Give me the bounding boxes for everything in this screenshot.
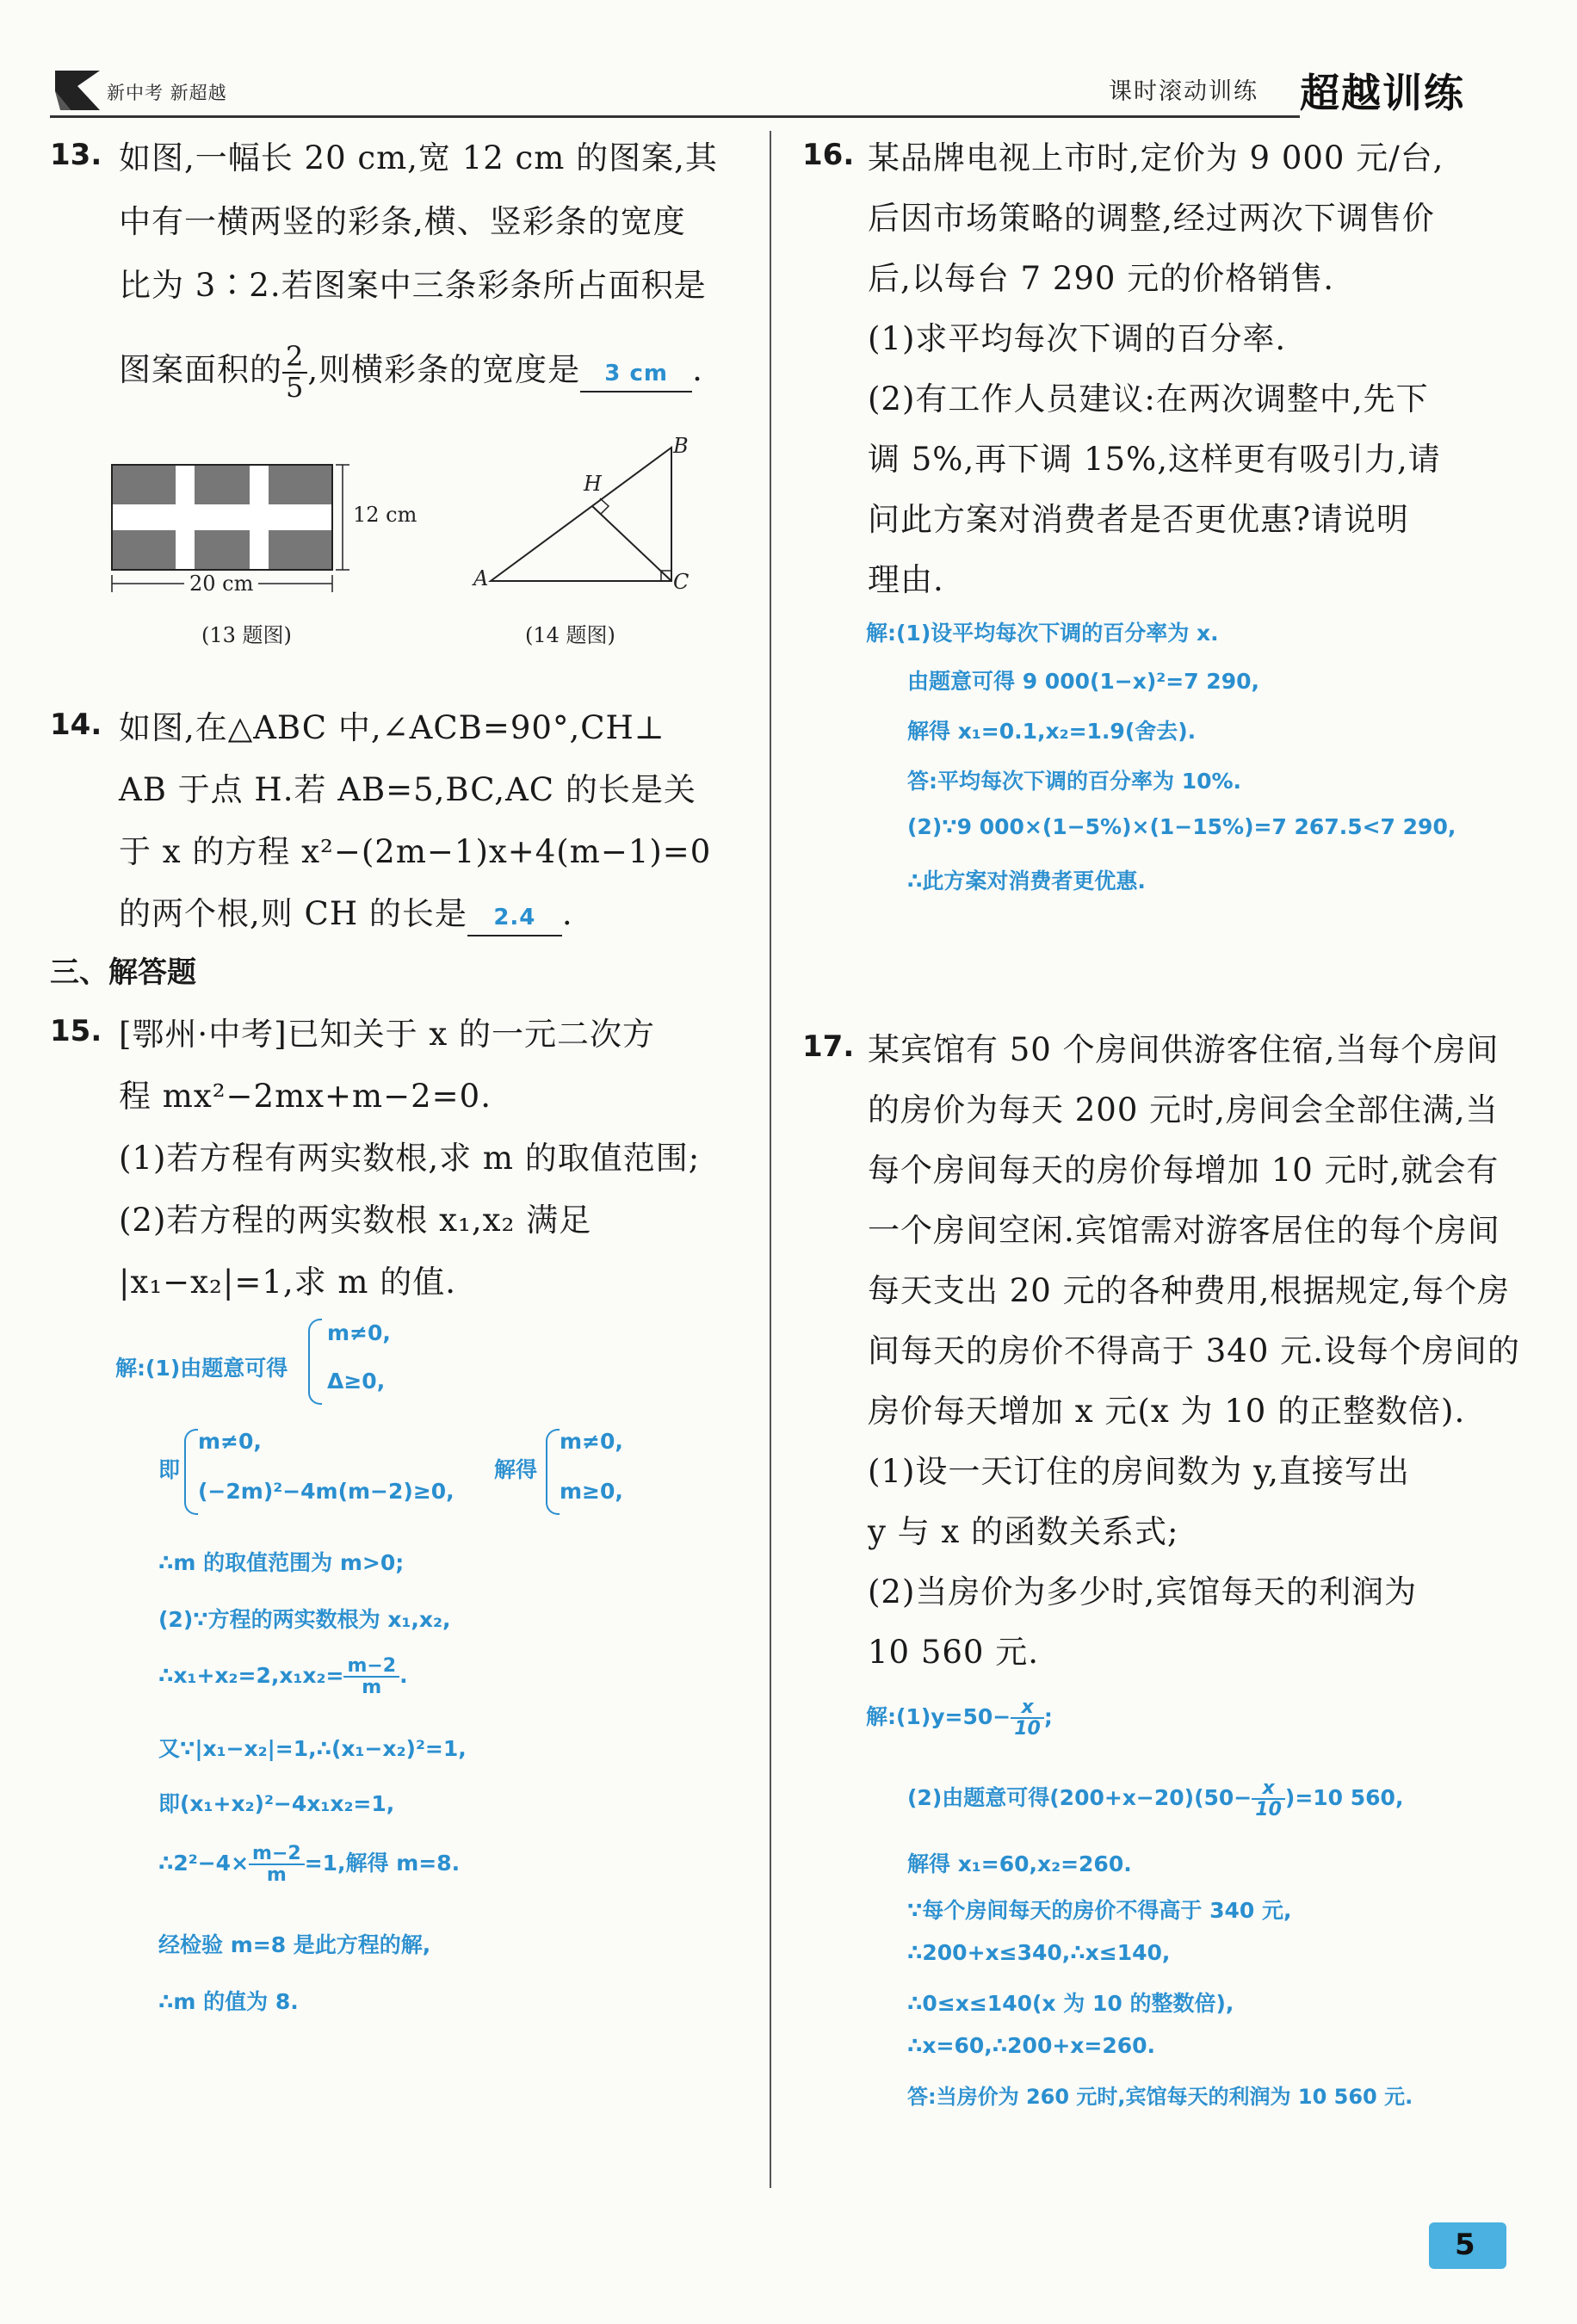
q15-number: 15. bbox=[50, 1014, 102, 1048]
q14-line2: AB 于点 H.若 AB=5,BC,AC 的长是关 bbox=[119, 771, 696, 808]
q17-line5: 每天支出 20 元的各种费用,根据规定,每个房 bbox=[868, 1272, 1511, 1309]
q16-sol-step5: (2)∵9 000×(1−5%)×(1−15%)=7 267.5<7 290, bbox=[907, 814, 1456, 839]
q15-sol-brace3 bbox=[546, 1429, 560, 1515]
header-subtitle: 课时滚动训练 bbox=[1109, 78, 1259, 105]
q17-sol-step8: 答:当房价为 260 元时,宾馆每天的利润为 10 560 元. bbox=[907, 2085, 1413, 2109]
q17-line11: 10 560 元. bbox=[868, 1634, 1039, 1671]
brand-logo-icon bbox=[52, 67, 103, 114]
q16-line5: (2)有工作人员建议:在两次调整中,先下 bbox=[868, 380, 1429, 417]
q14-line3: 于 x 的方程 x²−(2m−1)x+4(m−1)=0 bbox=[119, 833, 712, 870]
fig14-label-a: A bbox=[473, 566, 489, 590]
q13-fraction: $\frac{2}{5}$ bbox=[282, 343, 307, 402]
fig13-caption: (13 题图) bbox=[201, 623, 292, 647]
q15-sol-step2-pre: 即 bbox=[158, 1457, 181, 1482]
figure-14 bbox=[473, 430, 697, 603]
fig14-label-h: H bbox=[584, 472, 602, 496]
q15-sol-step9: 经检验 m=8 是此方程的解, bbox=[158, 1932, 431, 1957]
q17-line2: 的房价为每天 200 元时,房间会全部住满,当 bbox=[868, 1091, 1499, 1128]
q15-sol-step2-d: m≥0, bbox=[560, 1479, 623, 1504]
header-rule bbox=[50, 115, 1300, 118]
q16-line4: (1)求平均每次下调的百分率. bbox=[868, 320, 1287, 357]
q15-line3: (1)若方程有两实数根,求 m 的取值范围; bbox=[119, 1140, 701, 1177]
q17-line7: 房价每天增加 x 元(x 为 10 的正整数倍). bbox=[868, 1393, 1466, 1430]
q14-line1: 如图,在△ABC 中,∠ACB=90°,CH⊥ bbox=[119, 709, 665, 746]
fig13-height-label: 12 cm bbox=[353, 503, 417, 527]
q15-sol-step4: (2)∵方程的两实数根为 x₁,x₂, bbox=[158, 1607, 451, 1632]
q17-line8: (1)设一天订住的房间数为 y,直接写出 bbox=[868, 1453, 1410, 1490]
q16-sol-step4: 答:平均每次下调的百分率为 10%. bbox=[907, 769, 1242, 794]
q17-line3: 每个房间每天的房价每增加 10 元时,就会有 bbox=[868, 1152, 1500, 1189]
q14-number: 14. bbox=[50, 708, 102, 742]
q16-sol-step1: 解:(1)设平均每次下调的百分率为 x. bbox=[866, 621, 1219, 646]
q16-line1: 某品牌电视上市时,定价为 9 000 元/台, bbox=[868, 139, 1444, 176]
q16-line2: 后因市场策略的调整,经过两次下调售价 bbox=[868, 200, 1435, 237]
q17-sol-step4: ∵每个房间每天的房价不得高于 340 元, bbox=[907, 1898, 1292, 1923]
header-title: 超越训练 bbox=[1300, 70, 1465, 116]
q15-sol-step2-b: (−2m)²−4m(m−2)≥0, bbox=[198, 1479, 455, 1504]
q15-line5: |x₁−x₂|=1,求 m 的值. bbox=[119, 1264, 457, 1301]
fig14-label-c: C bbox=[673, 570, 690, 594]
q15-sol-brace2 bbox=[184, 1429, 198, 1515]
q15-sol-brace1 bbox=[308, 1319, 322, 1405]
q15-sol-step2-mid: 解得 bbox=[494, 1457, 538, 1482]
q17-sol-step2: (2)由题意可得(200+x−20)(50− $\frac{x}{10}$ )=10 560, bbox=[907, 1777, 1404, 1821]
column-divider bbox=[770, 131, 771, 2188]
q15-line4: (2)若方程的两实数根 x₁,x₂ 满足 bbox=[119, 1202, 592, 1239]
q15-sol-step7: 即(x₁+x₂)²−4x₁x₂=1, bbox=[158, 1791, 395, 1816]
q15-sol-fraction2: $\frac{m-2}{m}$ bbox=[249, 1844, 305, 1885]
q15-sol-step1-a: m≠0, bbox=[327, 1320, 391, 1345]
q17-sol-step3: 解得 x₁=60,x₂=260. bbox=[907, 1851, 1132, 1876]
q17-sol-fraction2: $\frac{x}{10}$ bbox=[1252, 1778, 1285, 1820]
q17-line4: 一个房间空闲.宾馆需对游客居住的每个房间 bbox=[868, 1212, 1500, 1249]
q16-line6: 调 5%,再下调 15%,这样更有吸引力,请 bbox=[868, 441, 1441, 478]
q16-line7: 问此方案对消费者是否更优惠?请说明 bbox=[868, 501, 1409, 538]
q13-line4: 图案面积的 $\frac{2}{5}$ ,则横彩条的宽度是 3 cm . bbox=[119, 339, 703, 404]
q17-line6: 间每天的房价不得高于 340 元.设每个房间的 bbox=[868, 1332, 1520, 1369]
q15-sol-fraction1: $\frac{m-2}{m}$ bbox=[343, 1656, 399, 1697]
q17-sol-step6: ∴0≤x≤140(x 为 10 的整数倍), bbox=[907, 1991, 1234, 2016]
fig14-label-b: B bbox=[673, 434, 689, 458]
q16-line8: 理由. bbox=[868, 561, 944, 598]
q16-sol-step2: 由题意可得 9 000(1−x)²=7 290, bbox=[907, 669, 1259, 694]
q14-answer: 2.4 bbox=[467, 900, 562, 936]
q17-line10: (2)当房价为多少时,宾馆每天的利润为 bbox=[868, 1573, 1418, 1610]
q15-sol-step3: ∴m 的取值范围为 m>0; bbox=[158, 1550, 405, 1575]
q13-number: 13. bbox=[50, 138, 102, 172]
q17-line9: y 与 x 的函数关系式; bbox=[868, 1513, 1179, 1550]
q17-sol-step7: ∴x=60,∴200+x=260. bbox=[907, 2033, 1156, 2058]
q15-sol-step8: ∴2²−4× $\frac{m-2}{m}$ =1,解得 m=8. bbox=[158, 1843, 461, 1887]
q17-sol-fraction1: $\frac{x}{10}$ bbox=[1011, 1697, 1044, 1739]
q17-sol-step5: ∴200+x≤340,∴x≤140, bbox=[907, 1940, 1171, 1965]
q15-sol-step2-c: m≠0, bbox=[560, 1429, 623, 1454]
q17-number: 17. bbox=[802, 1029, 855, 1064]
page-number: 5 bbox=[1455, 2228, 1475, 2262]
q13-line2: 中有一横两竖的彩条,横、竖彩条的宽度 bbox=[119, 203, 686, 240]
section-heading: 三、解答题 bbox=[50, 955, 196, 990]
q15-sol-step10: ∴m 的值为 8. bbox=[158, 1989, 299, 2014]
q14-line4: 的两个根,则 CH 的长是 2.4 . bbox=[119, 883, 573, 945]
q15-line1: [鄂州·中考]已知关于 x 的一元二次方 bbox=[119, 1016, 656, 1053]
q17-sol-step1: 解:(1)y=50− $\frac{x}{10}$ ; bbox=[866, 1697, 1053, 1740]
q16-number: 16. bbox=[802, 138, 855, 172]
q15-sol-step1-pre: 解:(1)由题意可得 bbox=[115, 1356, 288, 1381]
q16-sol-step3: 解得 x₁=0.1,x₂=1.9(舍去). bbox=[907, 719, 1197, 744]
fig13-width-label: 20 cm bbox=[184, 572, 258, 596]
q15-sol-step2-a: m≠0, bbox=[198, 1429, 262, 1454]
q13-answer: 3 cm bbox=[580, 356, 692, 392]
q15-sol-step1-b: Δ≥0, bbox=[327, 1369, 386, 1394]
q13-line1: 如图,一幅长 20 cm,宽 12 cm 的图案,其 bbox=[119, 139, 718, 176]
q17-line1: 某宾馆有 50 个房间供游客住宿,当每个房间 bbox=[868, 1031, 1500, 1068]
q15-sol-step5: ∴x₁+x₂=2,x₁x₂= $\frac{m-2}{m}$ . bbox=[158, 1655, 408, 1699]
q15-sol-step6: 又∵|x₁−x₂|=1,∴(x₁−x₂)²=1, bbox=[158, 1736, 467, 1761]
q15-line2: 程 mx²−2mx+m−2=0. bbox=[119, 1078, 492, 1115]
q13-line3: 比为 3∶2.若图案中三条彩条所占面积是 bbox=[119, 267, 707, 304]
q16-line3: 后,以每台 7 290 元的价格销售. bbox=[868, 260, 1334, 297]
fig14-caption: (14 题图) bbox=[525, 623, 615, 647]
figure-13 bbox=[103, 456, 430, 603]
q16-sol-step6: ∴此方案对消费者更优惠. bbox=[907, 868, 1146, 893]
header-brand: 新中考 新超越 bbox=[107, 83, 227, 103]
